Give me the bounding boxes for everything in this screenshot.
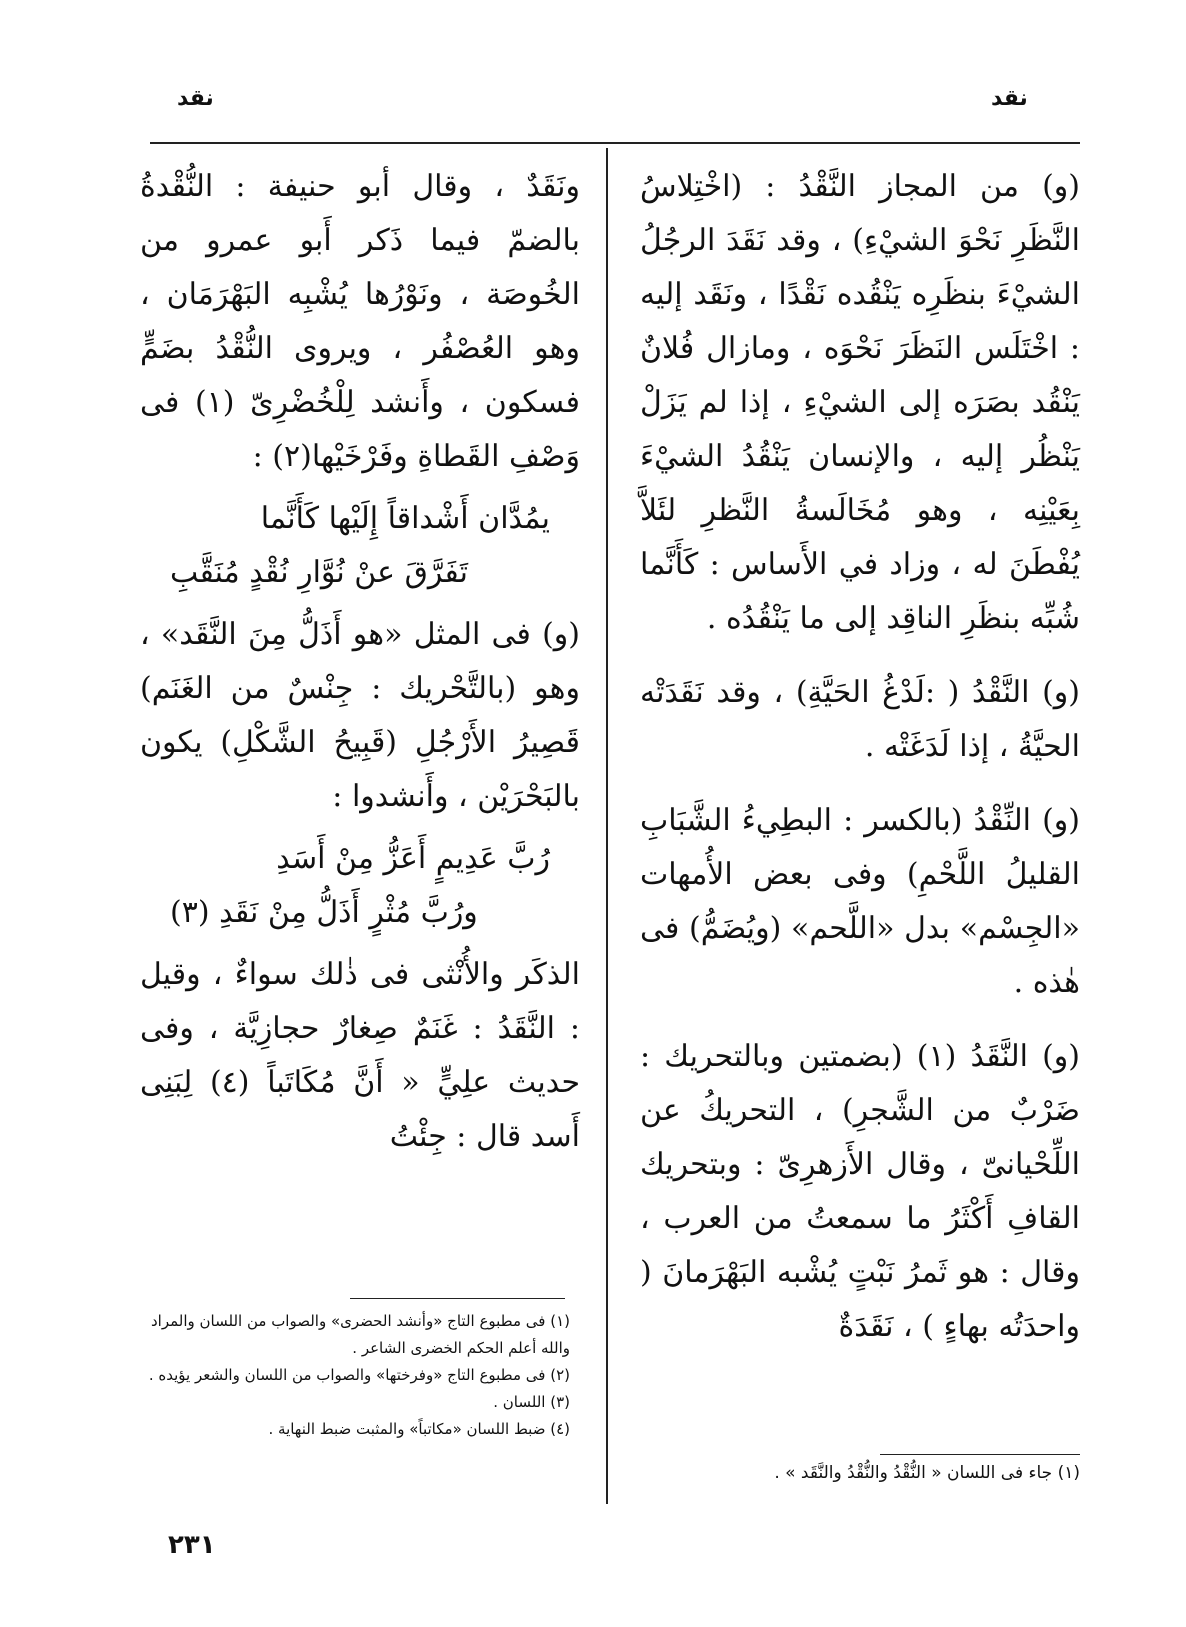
running-head-left: نقد (177, 86, 214, 111)
footnote: (٣) اللسان . (493, 1393, 570, 1411)
footnote: (١) فى مطبوع التاج «وأنشد الحضرى» والصواب من اللسان والمراد والله أعلم الحكم الخضرى الشاعر . (150, 1312, 570, 1357)
column-separator (606, 148, 608, 1504)
right-column (640, 160, 1080, 1354)
entry-paragraph: (و) النَّقْدُ ( :لَدْغُ الحَيَّةِ) ، وقد نَقَدَتْه الحيَّةُ ، إذا لَدَغَتْه . (640, 675, 1080, 764)
footnotes-left (140, 1308, 570, 1443)
poetry-verse (140, 492, 580, 600)
entry-paragraph: (و) فى المثل «هو أَذَلُّ مِنَ النَّقَد» ، وهو (بالتَّحْريك : جِنْسٌ من الغَنَم) قَصِيرُ الأَرْجُلِ (قَبِيحُ الشَّكْلِ) يكون بالبَحْرَيْن ، وأَنشدوا : (140, 617, 580, 814)
entry-paragraph: ونَقَدٌ ، وقال أبو حنيفة : النُّقْدةُ بالضمّ فيما ذَكر أَبو عمرو من الخُوصَة ، ونَوْرُها يُشْبِه البَهْرَمَان ، وهو العُصْفُر ، ويروى النُّقْدُ بضَمٍّ فسكون ، وأَنشد لِلْخُضْرِىّ (١) فى وَصْفِ القَطاةِ وفَرْخَيْها(٢) : (140, 169, 580, 474)
entry-paragraph: (و) النِّقْدُ (بالكسر : البطِيءُ الشَّبَابِ القليلُ اللَّحْمِ) وفى بعض الأُمهات «الجِسْم» بدل «اللَّحم» (ويُضَمُّ) فى هٰذه . (640, 803, 1080, 1000)
verse-hemistich: تَفَرَّقَ عنْ نُوَّارِ نُقْدٍ مُنَقَّبِ (170, 555, 468, 590)
verse-hemistich: يمُدَّان أَشْداقاً إِلَيْها كَأَنَّما (260, 501, 550, 536)
footnote-rule (880, 1454, 1080, 1455)
running-head-right: نقد (991, 86, 1028, 111)
entry-paragraph: (و) من المجاز النَّقْدُ : (اخْتِلاسُ النَّظَرِ نَحْوَ الشيْءِ) ، وقد نَقَدَ الرجُلُ الشيْءَ بنظَرِه يَنْقُده نَقْدًا ، ونَقَد إليه : اخْتَلَس النَظَرَ نَحْوَه ، ومازال فُلانٌ يَنْقُد بصَرَه إلى الشيْءِ ، إذا لم يَزَلْ يَنْظُر إليه ، والإنسان يَنْقُدُ الشيْءَ بِعَيْنِه ، وهو مُخَالَسةُ النَّظرِ لئَلاَّ يُفْطَنَ له ، وزاد في الأَساس : كَأَنَّما شُبِّه بنظَرِ الناقِد إلى ما يَنْقُدُه . (640, 169, 1080, 636)
entry-paragraph: (و) النَّقَدُ (١) (بضمتين وبالتحريك : ضَرْبٌ من الشَّجرِ) ، التحريكُ عن اللِّحْيانىّ ، وقال الأَزهرِىّ : وبتحريك القافِ أَكْثَرُ ما سمعتُ من العرب ، وقال : هو ثَمرُ نَبْتٍ يُشْبه البَهْرَمانَ ( واحدَتُه بهاءٍ ) ، نَقَدَةٌ (640, 1039, 1081, 1344)
footnote-rule (350, 1298, 565, 1299)
entry-paragraph: الذكَر والأُنْثى فى ذٰلك سواءٌ ، وقيل : النَّقَدُ : غَنَمٌ صِغارٌ حجازِيَّة ، وفى حديث علِيٍّ « أَنَّ مُكَاتَباً (٤) لِبَنِى أَسد قال : جِئْتُ (140, 957, 580, 1154)
header-rule (150, 142, 1080, 144)
footnote: (٢) فى مطبوع التاج «وفرختها» والصواب من اللسان والشعر يؤيده . (148, 1366, 570, 1384)
footnote: (٤) ضبط اللسان «مكاتباً» والمثبت ضبط النهاية . (268, 1420, 570, 1438)
footnote: (١) جاء فى اللسان « النُّقْدُ والنُّقْدُ والنَّقَد » . (774, 1463, 1080, 1483)
poetry-verse (140, 832, 580, 940)
left-column (140, 160, 580, 1164)
verse-hemistich: رُبَّ عَدِيمٍ أَعَزُّ مِنْ أَسَدِ (276, 841, 550, 876)
verse-hemistich: ورُبَّ مُثْرٍ أَذَلُّ مِنْ نَقَدِ (٣) (170, 895, 478, 930)
page-number: ٢٣١ (168, 1530, 216, 1560)
footnotes-right (640, 1460, 1080, 1487)
